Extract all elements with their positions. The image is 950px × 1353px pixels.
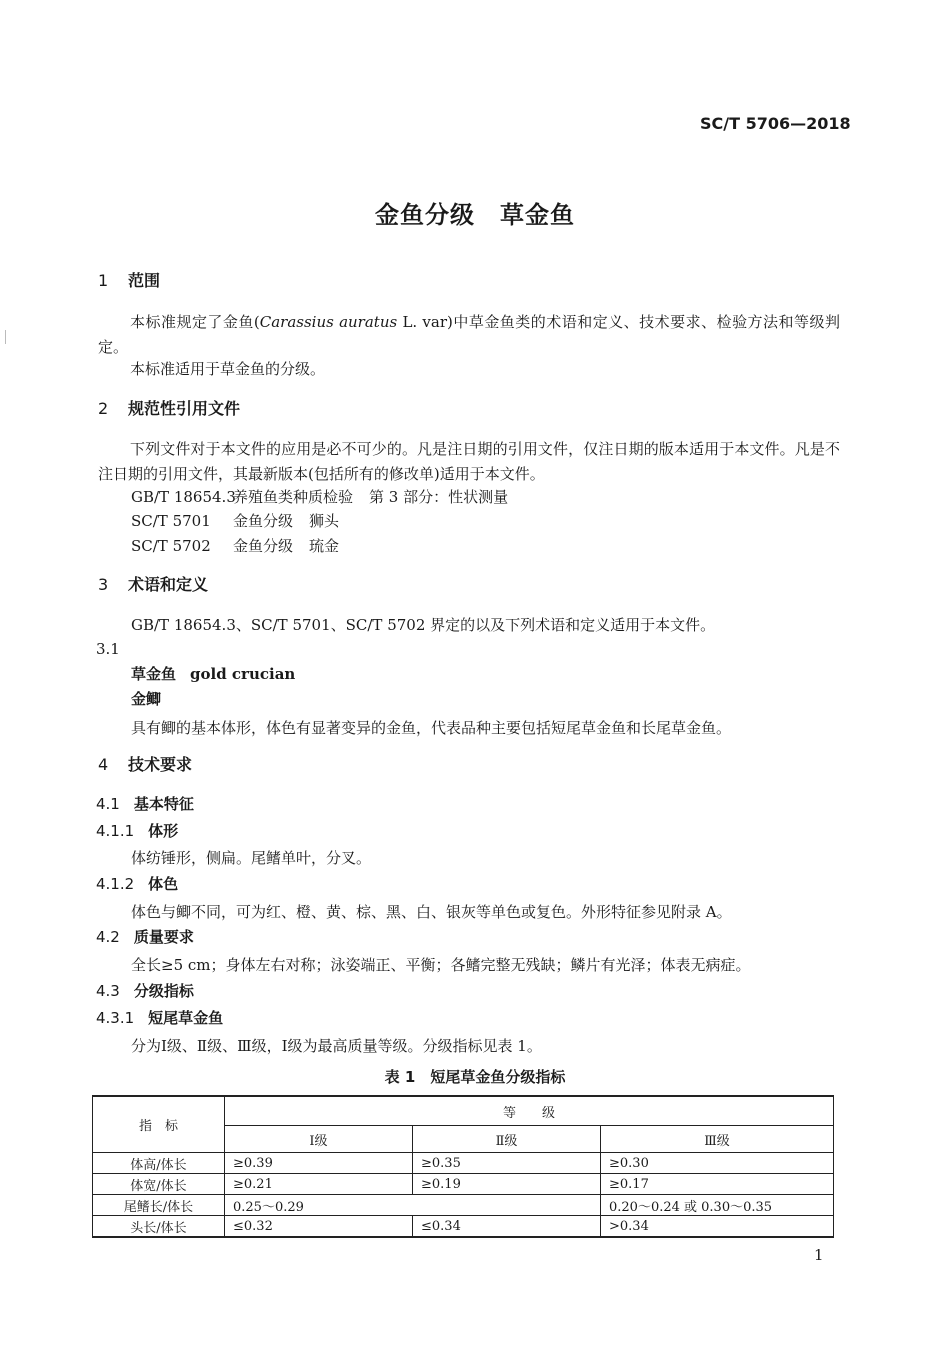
clause-4-1-1-heading: [96, 820, 178, 841]
ref-title: 金鱼分级: [233, 537, 294, 555]
cell-grade-3: ≥0.17: [601, 1174, 834, 1195]
ref-subtitle: 第 3 部分：性状测量: [369, 488, 509, 506]
cell-grade-1: ≤0.32: [225, 1216, 413, 1238]
clause-number: 4.3.1: [96, 1009, 135, 1027]
scan-artifact: [5, 330, 6, 344]
clause-number: 4.1.1: [96, 822, 135, 840]
body-shape-text: 体纺锤形，侧扁。尾鳍单叶，分叉。: [131, 849, 372, 867]
cell-grade-3: 0.20～0.24 或 0.30～0.35: [601, 1195, 834, 1216]
cell-grade-2: ≥0.19: [413, 1174, 601, 1195]
standard-number: SC/T 5706—2018: [700, 114, 851, 133]
ref-code: SC/T 5701: [131, 512, 211, 530]
ref-title: 养殖鱼类种质检验: [233, 488, 354, 506]
clause-title: 体形: [148, 822, 179, 840]
term-chinese: 草金鱼: [131, 665, 177, 683]
ref-subtitle: 狮头: [309, 512, 340, 530]
clause-4-3-1-heading: [96, 1007, 223, 1028]
row-label: 尾鳍长/体长: [93, 1195, 225, 1216]
latin-name: Carassius auratus: [259, 313, 398, 331]
section-3-heading: [98, 572, 208, 595]
table-row: [93, 1174, 834, 1195]
cell-grade-2: ≤0.34: [413, 1216, 601, 1238]
term-synonym: 金鲫: [131, 690, 162, 708]
reference-item: [131, 510, 339, 531]
header-index: 指 标: [93, 1096, 225, 1153]
ref-code: GB/T 18654.3: [131, 488, 236, 506]
clause-4-1-heading: [96, 793, 194, 814]
clause-title: 体色: [148, 875, 179, 893]
section-4-heading: [98, 752, 192, 775]
cell-grade-3: >0.34: [601, 1216, 834, 1238]
normative-refs-paragraph: 下列文件对于本文件的应用是必不可少的。凡是注日期的引用文件，仅注日期的版本适用于本文件。凡是不注日期的引用文件，其最新版本(包括所有的修改单)适用于本文件。: [98, 440, 840, 483]
header-grade-2: Ⅱ级: [413, 1126, 601, 1153]
grading-text: 分为Ⅰ级、Ⅱ级、Ⅲ级，Ⅰ级为最高质量等级。分级指标见表 1。: [131, 1037, 542, 1055]
ref-code: SC/T 5702: [131, 537, 211, 555]
section-title: 规范性引用文件: [128, 399, 241, 418]
header-grade-3: Ⅲ级: [601, 1126, 834, 1153]
section-1-heading: [98, 268, 160, 291]
ref-title: 金鱼分级: [233, 512, 294, 530]
cell-grade-1-2: 0.25～0.29: [225, 1195, 601, 1216]
clause-title: 分级指标: [133, 982, 194, 1000]
clause-number: 4.1: [96, 795, 120, 813]
table-row: [93, 1153, 834, 1174]
section-number: 3: [98, 575, 109, 594]
clause-4-1-2-heading: [96, 873, 178, 894]
page-number: 1: [814, 1246, 824, 1264]
clause-number: 4.2: [96, 928, 120, 946]
clause-number: 3.1: [96, 640, 120, 658]
section-2-heading: [98, 396, 240, 419]
clause-title: 基本特征: [133, 795, 194, 813]
text-run: 本标准规定了金鱼(: [130, 313, 260, 331]
section-title: 范围: [128, 271, 161, 290]
section-number: 2: [98, 399, 109, 418]
section-title: 术语和定义: [128, 575, 209, 594]
terms-paragraph: GB/T 18654.3、SC/T 5701、SC/T 5702 界定的以及下列术语和定义适用于本文件。: [131, 616, 716, 634]
row-label: 头长/体长: [93, 1216, 225, 1238]
clause-number: 4.3: [96, 982, 120, 1000]
clause-title: 质量要求: [133, 928, 194, 946]
quality-text: 全长≥5 cm；身体左右对称；泳姿端正、平衡；各鳍完整无残缺；鳞片有光泽；体表无病症。: [131, 956, 751, 974]
table-row: [93, 1216, 834, 1238]
reference-item: [131, 535, 339, 556]
clause-title: 短尾草金鱼: [148, 1009, 224, 1027]
header-grade: 等 级: [225, 1096, 834, 1126]
scope-applicability: 本标准适用于草金鱼的分级。: [130, 360, 326, 378]
cell-grade-1: ≥0.21: [225, 1174, 413, 1195]
term-entry: [131, 663, 295, 684]
body-color-text: 体色与鲫不同，可为红、橙、黄、棕、黑、白、银灰等单色或复色。外形特征参见附录 A。: [131, 903, 732, 921]
row-label: 体宽/体长: [93, 1174, 225, 1195]
ref-subtitle: 琉金: [309, 537, 340, 555]
section-number: 1: [98, 271, 109, 290]
term-definition: 具有鲫的基本体形，体色有显著变异的金鱼，代表品种主要包括短尾草金鱼和长尾草金鱼。: [131, 719, 732, 737]
cell-grade-3: ≥0.30: [601, 1153, 834, 1174]
clause-4-3-heading: [96, 980, 194, 1001]
cell-grade-1: ≥0.39: [225, 1153, 413, 1174]
term-english: gold crucian: [190, 665, 296, 683]
document-title: 金鱼分级 草金鱼: [375, 201, 575, 229]
reference-item: [131, 486, 508, 507]
scope-paragraph: [98, 310, 840, 360]
section-title: 技术要求: [128, 755, 193, 774]
grading-table: [92, 1095, 834, 1238]
table-row: [93, 1195, 834, 1216]
clause-4-2-heading: [96, 926, 194, 947]
row-label: 体高/体长: [93, 1153, 225, 1174]
text-run: L. var)中草金鱼类的术语和定义、技术要求、检验方法和等级判定。: [98, 313, 840, 356]
section-number: 4: [98, 755, 109, 774]
table-caption: 表 1 短尾草金鱼分级指标: [384, 1068, 566, 1086]
cell-grade-2: ≥0.35: [413, 1153, 601, 1174]
header-grade-1: Ⅰ级: [225, 1126, 413, 1153]
clause-number: 4.1.2: [96, 875, 135, 893]
